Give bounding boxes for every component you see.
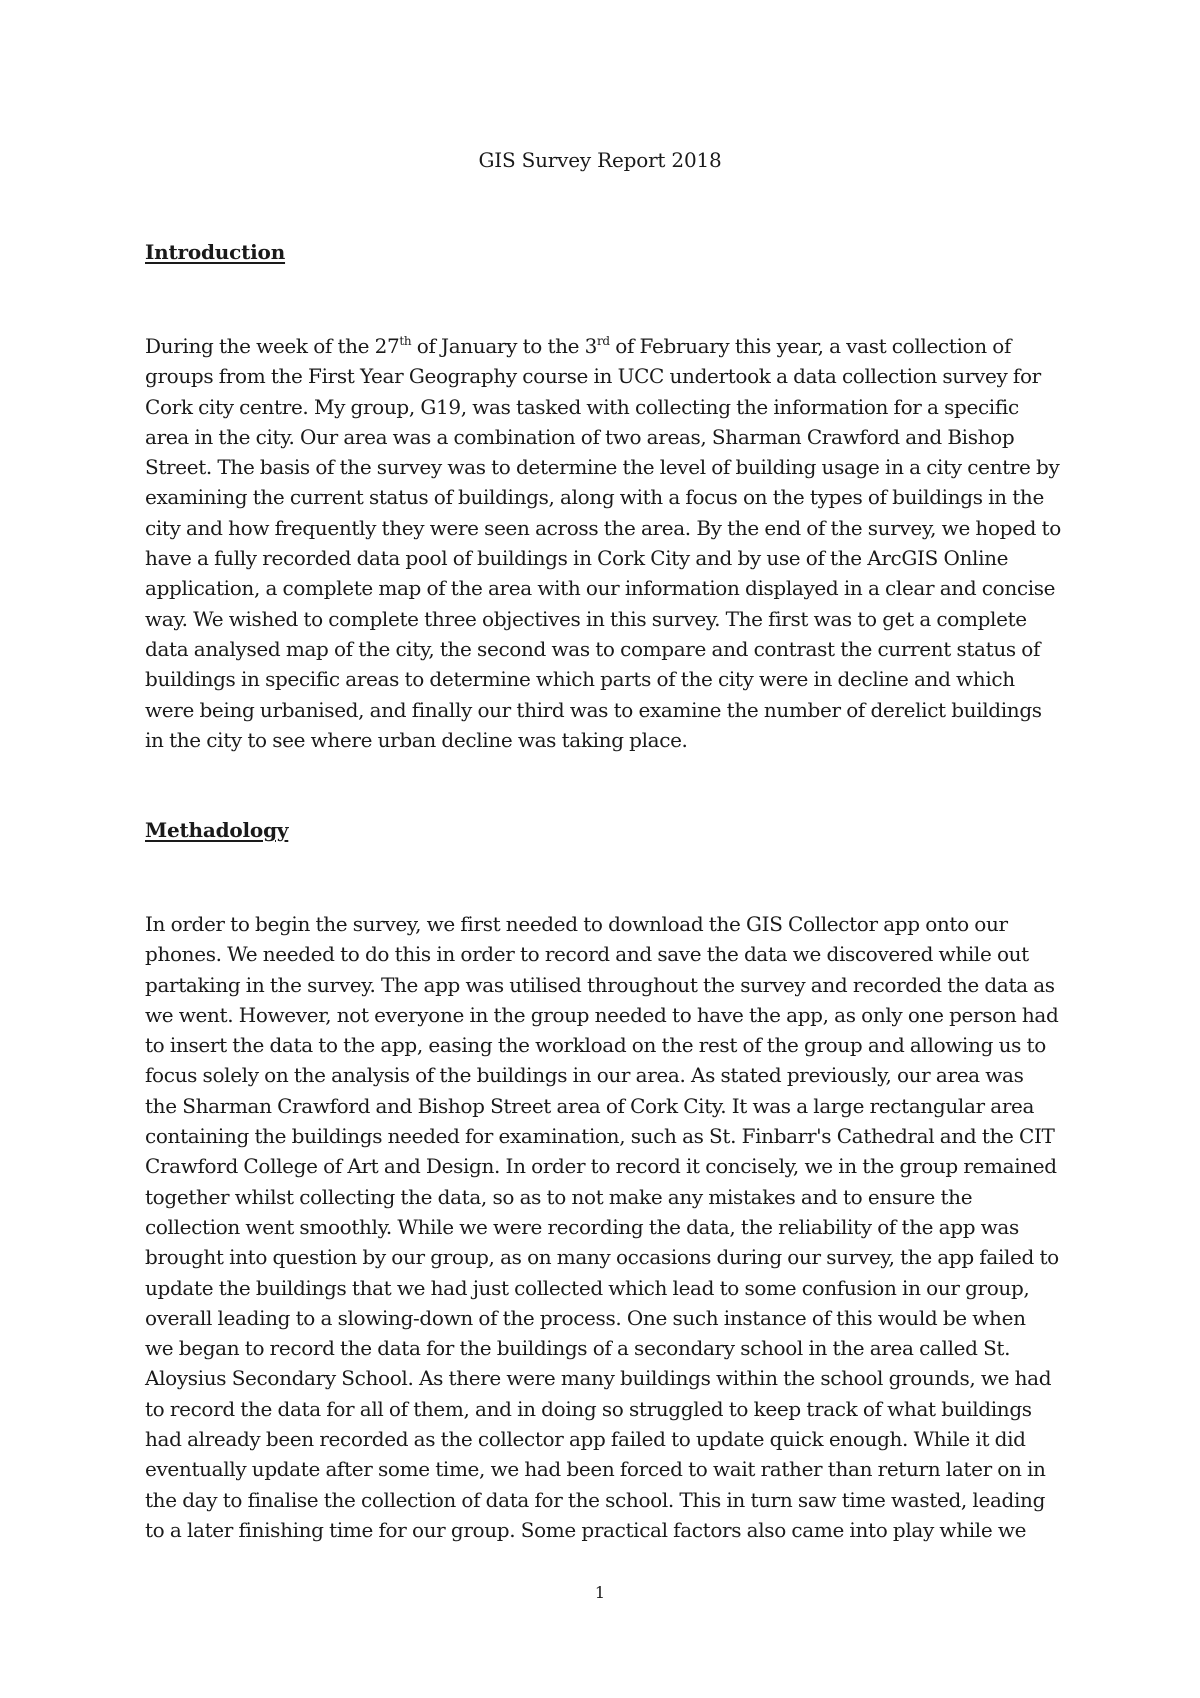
- paragraph-line: partaking in the survey. The app was utilised throughout the survey and recorded the data as: [145, 972, 1055, 997]
- paragraph-line: have a fully recorded data pool of buildings in Cork City and by use of the ArcGIS Online: [145, 546, 1009, 571]
- paragraph-line: phones. We needed to do this in order to record and save the data we discovered while out: [145, 942, 1029, 967]
- paragraph-line: were being urbanised, and finally our third was to examine the number of derelict buildings: [145, 697, 1042, 722]
- paragraph-line: data analysed map of the city, the second was to compare and contrast the current status of: [145, 636, 1041, 661]
- introduction-heading: Introduction: [145, 240, 286, 264]
- paragraph-line: [145, 331, 1070, 361]
- ordinal-superscript: th: [399, 334, 412, 348]
- document-title: GIS Survey Report 2018: [478, 148, 722, 172]
- paragraph-line: collection went smoothly. While we were recording the data, the reliability of the app was: [145, 1214, 1019, 1239]
- page-number: 1: [594, 1583, 606, 1602]
- paragraph-line: way. We wished to complete three objectives in this survey. The first was to get a complete: [145, 606, 1027, 631]
- paragraph-line: together whilst collecting the data, so as to not make any mistakes and to ensure the: [145, 1184, 973, 1209]
- paragraph-line: buildings in specific areas to determine which parts of the city were in decline and which: [145, 667, 1015, 692]
- paragraph-line: had already been recorded as the collector app failed to update quick enough. While it did: [145, 1427, 1026, 1452]
- paragraph-line: update the buildings that we had just collected which lead to some confusion in our group,: [145, 1275, 1030, 1300]
- paragraph-line: Crawford College of Art and Design. In order to record it concisely, we in the group remained: [145, 1154, 1057, 1179]
- methodology-paragraph: [145, 909, 1070, 1545]
- paragraph-line: eventually update after some time, we had been forced to wait rather than return later on in: [145, 1457, 1046, 1482]
- paragraph-line: area in the city. Our area was a combination of two areas, Sharman Crawford and Bishop: [145, 424, 1015, 449]
- introduction-paragraph: [145, 331, 1070, 755]
- paragraph-line: we began to record the data for the buildings of a secondary school in the area called St.: [145, 1336, 1011, 1361]
- paragraph-line: to record the data for all of them, and in doing so struggled to keep track of what buildings: [145, 1396, 1032, 1421]
- paragraph-line: Aloysius Secondary School. As there were many buildings within the school grounds, we had: [145, 1366, 1052, 1391]
- paragraph-line: focus solely on the analysis of the buildings in our area. As stated previously, our area was: [145, 1063, 1024, 1088]
- paragraph-line: In order to begin the survey, we first needed to download the GIS Collector app onto our: [145, 912, 1008, 936]
- ordinal-superscript: rd: [597, 334, 610, 348]
- paragraph-line: the day to finalise the collection of data for the school. This in turn saw time wasted, leading: [145, 1487, 1046, 1512]
- paragraph-line: groups from the First Year Geography course in UCC undertook a data collection survey for: [145, 364, 1041, 389]
- text-run: of February this year, a vast collection of: [609, 334, 1011, 358]
- paragraph-line: containing the buildings needed for examination, such as St. Finbarr's Cathedral and the CIT: [145, 1124, 1055, 1149]
- paragraph-line: to insert the data to the app, easing the workload on the rest of the group and allowing us to: [145, 1033, 1046, 1058]
- paragraph-line: Street. The basis of the survey was to determine the level of building usage in a city centre by: [145, 455, 1060, 480]
- paragraph-line: in the city to see where urban decline was taking place.: [145, 727, 688, 752]
- paragraph-line: the Sharman Crawford and Bishop Street area of Cork City. It was a large rectangular area: [145, 1093, 1035, 1118]
- paragraph-line: Cork city centre. My group, G19, was tasked with collecting the information for a specific: [145, 394, 1019, 419]
- methodology-heading: Methadology: [145, 818, 289, 842]
- paragraph-line: brought into question by our group, as on many occasions during our survey, the app failed to: [145, 1245, 1059, 1270]
- text-run: of January to the 3: [411, 334, 598, 358]
- paragraph-line: application, a complete map of the area with our information displayed in a clear and concise: [145, 576, 1056, 601]
- paragraph-line: examining the current status of buildings, along with a focus on the types of buildings in the: [145, 485, 1044, 510]
- text-run: During the week of the 27: [145, 334, 400, 358]
- paragraph-line: to a later finishing time for our group. Some practical factors also came into play while we: [145, 1517, 1027, 1542]
- paragraph-line: we went. However, not everyone in the group needed to have the app, as only one person had: [145, 1002, 1059, 1027]
- paragraph-line: city and how frequently they were seen across the area. By the end of the survey, we hoped to: [145, 515, 1061, 540]
- paragraph-line: overall leading to a slowing-down of the process. One such instance of this would be when: [145, 1305, 1026, 1330]
